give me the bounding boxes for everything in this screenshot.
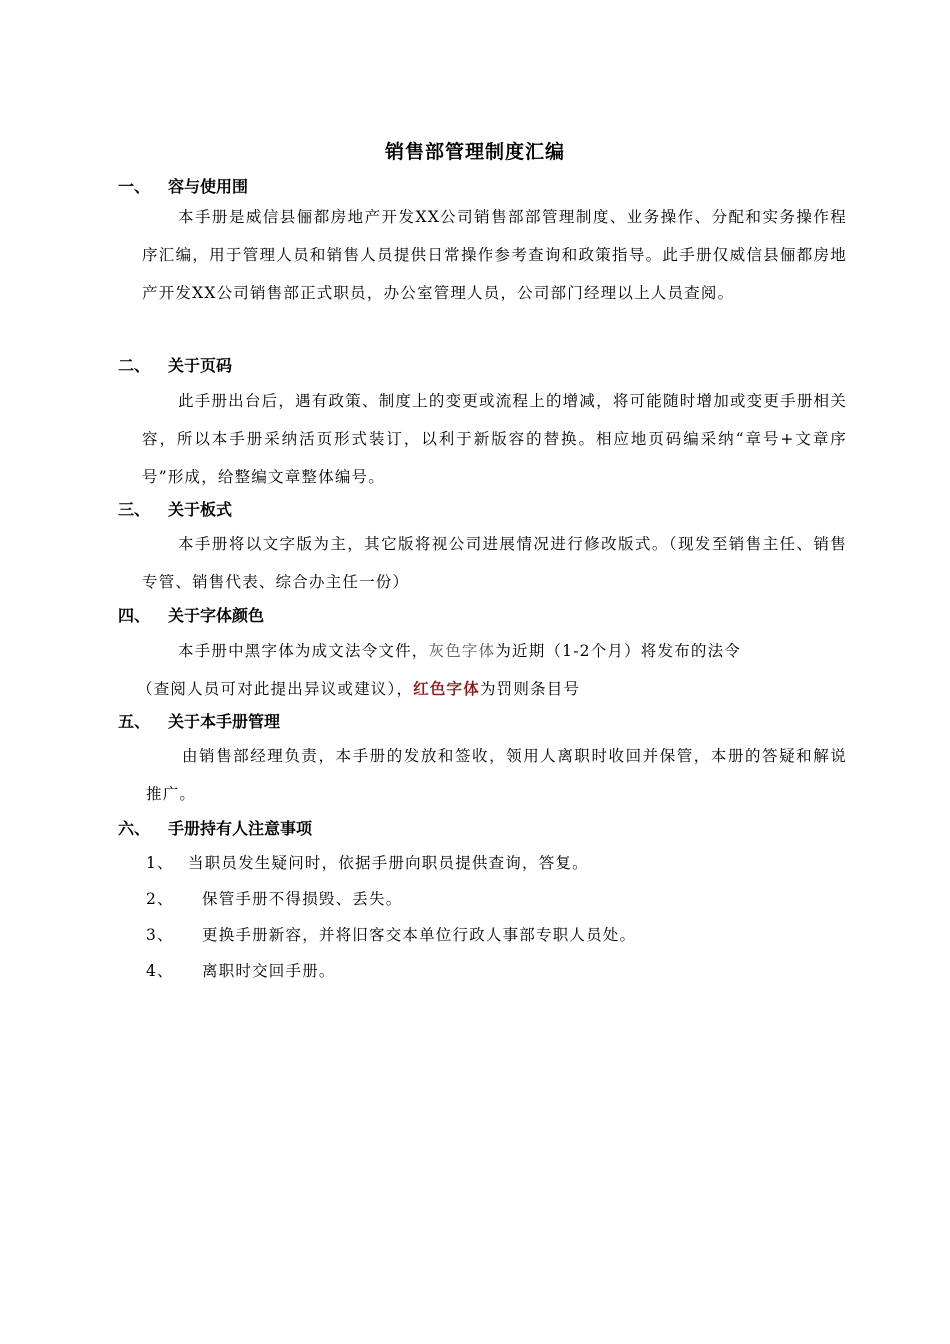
section-number: 一、 [118, 177, 151, 196]
section-heading-2 [118, 355, 232, 377]
list-number: 3、 [146, 926, 174, 944]
section-title: 关于字体颜色 [168, 606, 265, 625]
section-number: 五、 [118, 712, 151, 731]
section-heading-5 [118, 711, 280, 733]
list-item [146, 888, 402, 910]
section-paragraph-5: 由销售部经理负责，本手册的发放和签收，领用人离职时收回并保管，本册的答疑和解说推广。 [146, 747, 847, 803]
text-segment: 为罚则条目号 [479, 680, 581, 698]
font-color-line-1 [178, 640, 741, 662]
section-heading-1 [118, 176, 248, 198]
section-heading-6 [118, 818, 312, 840]
list-item [146, 960, 336, 982]
list-item [146, 852, 589, 874]
section-title: 容与使用围 [168, 177, 249, 196]
section-heading-4 [118, 605, 264, 627]
list-text: 保管手册不得损毁、丢失。 [202, 890, 403, 908]
section-paragraph-1: 本手册是威信县俪都房地产开发XX公司销售部部管理制度、业务操作、分配和实务操作程序汇编，用于管理人员和销售人员提供日常操作参考查询和政策指导。此手册仅威信县俪都房地产开发XX公司销售部正式职员，办公室管理人员，公司部门经理以上人员查阅。 [142, 208, 847, 302]
text-segment: （查阅人员可对此提出异议或建议）， [137, 680, 414, 698]
list-text: 离职时交回手册。 [202, 962, 336, 980]
section-paragraph-2: 此手册出台后，遇有政策、制度上的变更或流程上的增减，将可能随时增加或变更手册相关容，所以本手册采纳活页形式装订，以利于新版容的替换。相应地页码编采纳“章号+文章序号”形成，给整编文章整体编号。 [142, 392, 847, 486]
section-title: 关于本手册管理 [168, 712, 281, 731]
text-segment: 为近期（1-2个月）将发布的法令 [495, 642, 741, 660]
section-title: 关于页码 [168, 356, 233, 375]
section-number: 三、 [118, 500, 151, 519]
list-number: 4、 [146, 962, 174, 980]
page-title: 销售部管理制度汇编 [384, 141, 565, 163]
red-font-text: 红色字体 [413, 680, 480, 698]
list-number: 1、 [146, 854, 174, 872]
list-number: 2、 [146, 890, 174, 908]
list-text: 当职员发生疑问时，依据手册向职员提供查询，答复。 [188, 854, 589, 872]
grey-font-text: 灰色字体 [428, 642, 496, 660]
list-item [146, 924, 636, 946]
text-segment: 本手册中黑字体为成文法令文件， [178, 642, 429, 660]
section-paragraph-3: 本手册将以文字版为主，其它版将视公司进展情况进行修改版式。（现发至销售主任、销售专管、销售代表、综合办主任一份） [142, 535, 847, 591]
section-number: 二、 [118, 356, 151, 375]
font-color-line-2 [137, 678, 580, 700]
section-title: 关于板式 [168, 500, 233, 519]
section-number: 四、 [118, 606, 151, 625]
list-text: 更换手册新容，并将旧客交本单位行政人事部专职人员处。 [202, 926, 637, 944]
section-heading-3 [118, 499, 232, 521]
section-title: 手册持有人注意事项 [168, 819, 313, 838]
section-number: 六、 [118, 819, 151, 838]
